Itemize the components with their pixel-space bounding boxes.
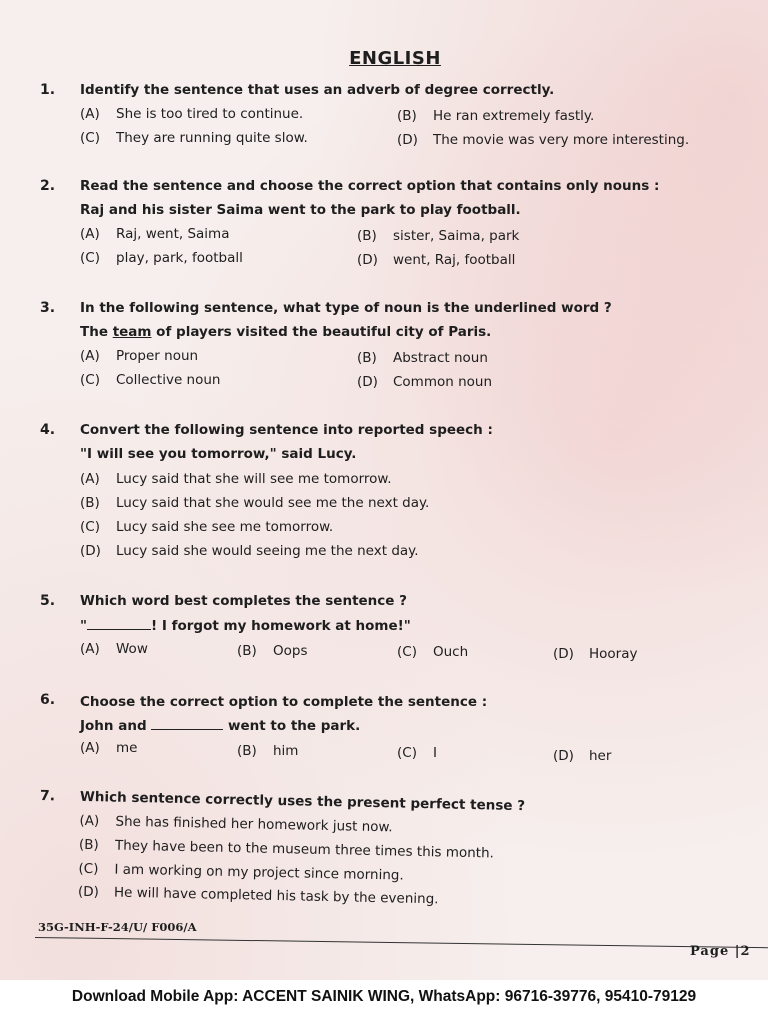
option-label: (A) (80, 471, 100, 487)
option-label: (B) (397, 108, 417, 124)
question-number: 2. (40, 178, 56, 194)
option-text: Lucy said that she would see me the next day. (116, 495, 430, 511)
option-text: She is too tired to continue. (116, 106, 304, 122)
option-text: She has finished her homework just now. (115, 813, 393, 836)
option-text: me (116, 740, 138, 756)
option-text: Ouch (433, 644, 469, 660)
question-text: Convert the following sentence into reported speech : (80, 422, 493, 438)
option-label: (C) (80, 372, 100, 388)
question-number: 3. (40, 300, 56, 316)
question-text: Identify the sentence that uses an adverb of degree correctly. (80, 82, 555, 98)
option-label: (A) (80, 740, 100, 756)
option-label: (C) (78, 860, 99, 878)
option-label: (C) (80, 130, 100, 146)
option-label: (B) (78, 836, 99, 854)
option-label: (C) (80, 250, 100, 266)
sentence-end: of players visited the beautiful city of Paris. (151, 324, 492, 340)
option-b (79, 837, 494, 862)
sentence-end: ! I forgot my homework at home!" (151, 618, 411, 634)
option-label: (C) (397, 644, 417, 660)
question-text: Read the sentence and choose the correct option that contains only nouns : (80, 178, 660, 194)
underlined-word: team (112, 324, 152, 340)
option-label: (A) (80, 641, 100, 657)
option-label: (D) (397, 132, 418, 148)
option-label: (D) (553, 748, 574, 764)
option-label: (D) (77, 883, 100, 901)
option-text: Abstract noun (393, 350, 488, 366)
option-label: (D) (357, 252, 378, 268)
option-text: Wow (116, 641, 148, 657)
option-text: Oops (273, 643, 308, 659)
option-text: Common noun (393, 374, 493, 390)
option-text: Lucy said she see me tomorrow. (116, 519, 334, 535)
option-label: (A) (80, 106, 100, 122)
option-text: He ran extremely fastly. (433, 108, 595, 124)
option-text: The movie was very more interesting. (433, 132, 690, 148)
option-text: I am working on my project since morning. (114, 861, 404, 884)
sentence-start: " (80, 618, 88, 634)
sentence-end: went to the park. (223, 718, 361, 734)
question-text: Which word best completes the sentence ? (80, 593, 407, 609)
option-text: Collective noun (116, 372, 221, 388)
option-text: Lucy said she would seeing me the next day. (116, 543, 419, 559)
option-text: Proper noun (116, 348, 199, 364)
option-text: They have been to the museum three times this month. (114, 837, 495, 862)
sentence-start: The (80, 324, 113, 340)
option-label: (B) (80, 495, 100, 511)
question-number: 4. (40, 422, 56, 438)
option-text: her (589, 748, 612, 764)
option-text: sister, Saima, park (393, 228, 520, 244)
option-text: Raj, went, Saima (116, 226, 230, 242)
option-label: (C) (80, 519, 100, 535)
question-text: Which sentence correctly uses the present perfect tense ? (79, 788, 526, 815)
question-number: 1. (40, 82, 56, 98)
option-label: (A) (79, 812, 100, 830)
option-label: (D) (80, 543, 101, 559)
question-number: 7. (39, 788, 56, 805)
option-label: (B) (357, 228, 377, 244)
option-label: (B) (357, 350, 377, 366)
option-c (78, 861, 404, 884)
question-text: In the following sentence, what type of noun is the underlined word ? (80, 300, 612, 316)
option-text: him (273, 743, 299, 759)
option-d (78, 884, 439, 908)
download-app-text: Download Mobile App: ACCENT SAINIK WING, WhatsApp: 96716-39776, 95410-79129 (71, 988, 697, 1005)
option-text: They are running quite slow. (116, 130, 308, 146)
option-label: (D) (357, 374, 378, 390)
option-label: (A) (80, 348, 100, 364)
section-heading: ENGLISH (349, 48, 441, 69)
option-label: (B) (237, 643, 257, 659)
option-label: (D) (553, 646, 574, 662)
page-number: Page |2 (690, 944, 751, 959)
question-sentence: "I will see you tomorrow," said Lucy. (80, 446, 357, 462)
option-text: I (433, 745, 437, 761)
option-text: He will have completed his task by the evening. (113, 884, 439, 908)
option-label: (B) (237, 743, 257, 759)
option-label: (A) (80, 226, 100, 242)
option-text: Hooray (589, 646, 638, 662)
option-a (79, 813, 392, 836)
option-text: Lucy said that she will see me tomorrow. (116, 471, 392, 487)
paper-code: 35G-INH-F-24/U/ F006/A (38, 920, 197, 934)
question-sentence: Raj and his sister Saima went to the park to play football. (80, 202, 521, 218)
option-text: went, Raj, football (393, 252, 516, 268)
option-text: play, park, football (116, 250, 243, 266)
question-number: 5. (40, 593, 56, 609)
question-text: Choose the correct option to complete the sentence : (80, 694, 488, 710)
question-number: 6. (40, 692, 56, 708)
sentence-start: John and (80, 718, 152, 734)
option-label: (C) (397, 745, 417, 761)
